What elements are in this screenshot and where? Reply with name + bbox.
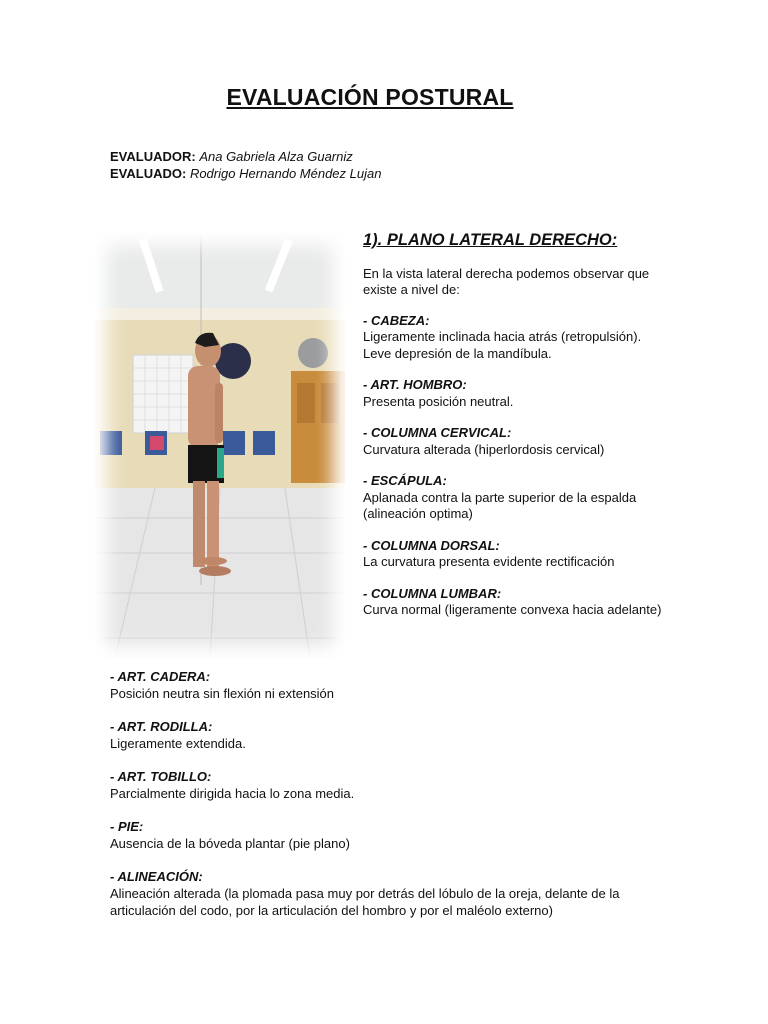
item-label: - ART. RODILLA:: [110, 719, 213, 734]
item-text-extra: Leve depresión de la mandíbula.: [363, 345, 552, 361]
evaluation-meta: [110, 148, 381, 182]
item-label: - COLUMNA CERVICAL:: [363, 425, 512, 440]
section-title: 1). PLANO LATERAL DERECHO:: [363, 231, 618, 249]
item-label: - ART. CADERA:: [110, 669, 211, 684]
item-columna-cervical: [363, 425, 663, 458]
item-text: Posición neutra sin flexión ni extensión: [110, 686, 335, 701]
item-label: - ALINEACIÓN:: [110, 869, 203, 884]
item-hombro: [363, 377, 663, 410]
item-text: La curvatura presenta evidente rectificación: [363, 554, 615, 569]
item-text: Presenta posición neutral.: [363, 393, 514, 409]
item-escapula: [363, 473, 663, 523]
evaluator-line: [110, 148, 381, 165]
item-text: Ligeramente extendida.: [110, 736, 246, 751]
item-text: Curvatura alterada (hiperlordosis cervical): [363, 441, 605, 457]
item-cabeza: [363, 313, 663, 363]
lower-findings: [110, 668, 670, 935]
item-text: Aplanada contra la parte superior de la espalda (alineación optima): [363, 489, 637, 521]
evaluator-name: Ana Gabriela Alza Guarniz: [199, 149, 353, 164]
evaluated-label: EVALUADO:: [110, 166, 187, 181]
item-alineacion: [110, 868, 670, 919]
item-pie: [110, 818, 670, 852]
item-label: - COLUMNA DORSAL:: [363, 537, 500, 553]
section-intro: En la vista lateral derecha podemos observar que existe a nivel de:: [363, 265, 650, 297]
item-text: Ausencia de la bóveda plantar (pie plano): [110, 836, 350, 851]
posture-photo-illustration: [95, 233, 345, 658]
evaluated-name: Rodrigo Hernando Méndez Lujan: [189, 166, 382, 181]
item-cadera: [110, 668, 670, 702]
item-tobillo: [110, 768, 670, 802]
evaluator-label: EVALUADOR:: [110, 149, 196, 164]
item-label: - PIE:: [110, 819, 144, 834]
item-text: Alineación alterada (la plomada pasa muy por detrás del lóbulo de la oreja, delante de la articulación del codo, por la articulación del hombro y por el maléolo externo): [110, 886, 620, 918]
page-title: EVALUACIÓN POSTURAL: [226, 84, 514, 110]
item-label: - ART. HOMBRO:: [363, 377, 467, 392]
lateral-section: [363, 232, 663, 634]
item-label: - CABEZA:: [363, 312, 430, 328]
evaluated-line: [110, 165, 381, 182]
item-label: - ESCÁPULA:: [363, 473, 447, 488]
item-label: - COLUMNA LUMBAR:: [363, 585, 502, 601]
item-rodilla: [110, 718, 670, 752]
item-text: Curva normal (ligeramente convexa hacia adelante): [363, 602, 662, 617]
posture-photo: [95, 233, 345, 658]
item-text: Ligeramente inclinada hacia atrás (retropulsión).: [363, 329, 642, 344]
item-columna-lumbar: [363, 586, 663, 619]
item-columna-dorsal: [363, 538, 663, 571]
item-label: - ART. TOBILLO:: [110, 769, 212, 784]
item-text: Parcialmente dirigida hacia lo zona media.: [110, 786, 355, 801]
